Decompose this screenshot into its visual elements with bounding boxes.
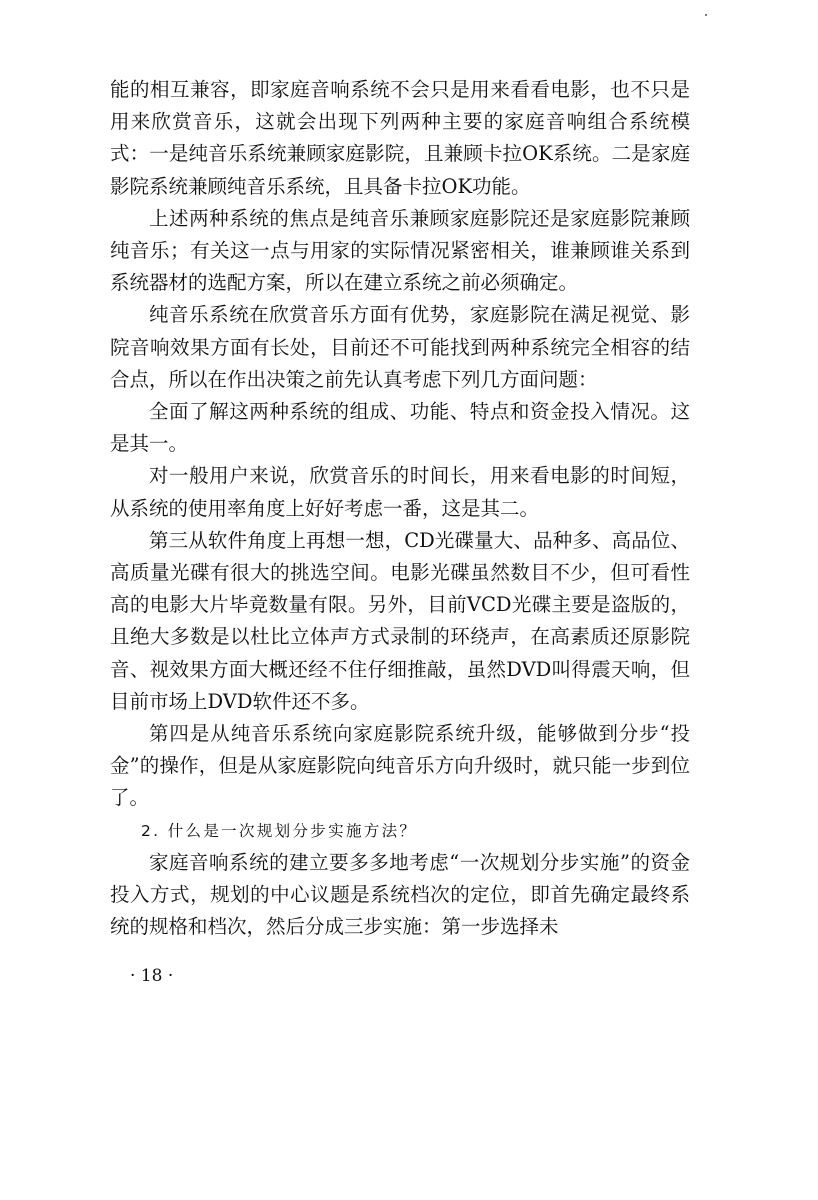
body-text [110,74,690,943]
scan-speck [705,14,707,16]
paragraph-4: 全面了解这两种系统的组成、功能、特点和资金投入情况。这是其一。 [110,400,690,456]
paragraph-7: 第四是从纯音乐系统向家庭影院系统升级，能够做到分步“投金”的操作，但是从家庭影院向纯音乐方向升级时，就只能一步到位了。 [110,722,690,810]
paragraph-3: 纯音乐系统在欣赏音乐方面有优势，家庭影院在满足视觉、影院音响效果方面有长处，目前还不可能找到两种系统完全相容的结合点，所以在作出决策之前先认真考虑下列几方面问题： [110,303,690,391]
section-heading: 2. 什么是一次规划分步实施方法？ [141,821,418,840]
paragraph-8: 家庭音响系统的建立要多多地考虑“一次规划分步实施”的资金投入方式，规划的中心议题是系统档次的定位，即首先确定最终系统的规格和档次，然后分成三步实施：第一步选择未 [110,850,690,939]
paragraph-6: 第三从软件角度上再想一想，CD光碟量大、品种多、高品位、高质量光碟有很大的挑选空间。电影光碟虽然数目不少，但可看性高的电影大片毕竟数量有限。另外，目前VCD光碟主要是盗版的，且绝大多数是以杜比立体声方式录制的环绕声，在高素质还原影院音、视效果方面大概还经不住仔细推敲，虽然DVD叫得震天响，但目前市场上DVD软件还不多。 [110,528,690,713]
paragraph-1: 能的相互兼容，即家庭音响系统不会只是用来看看电影，也不只是用来欣赏音乐，这就会出现下列两种主要的家庭音响组合系统模式：一是纯音乐系统兼顾家庭影院，且兼顾卡拉OK系统。二是家庭影院系统兼顾纯音乐系统，且具备卡拉OK功能。 [110,78,690,198]
paragraph-2: 上述两种系统的焦点是纯音乐兼顾家庭影院还是家庭影院兼顾纯音乐；有关这一点与用家的实际情况紧密相关，谁兼顾谁关系到系统器材的选配方案，所以在建立系统之前必须确定。 [110,206,690,295]
page-number: · 18 · [130,966,174,986]
paragraph-5: 对一般用户来说，欣赏音乐的时间长，用来看电影的时间短，从系统的使用率角度上好好考虑一番，这是其二。 [110,464,690,520]
